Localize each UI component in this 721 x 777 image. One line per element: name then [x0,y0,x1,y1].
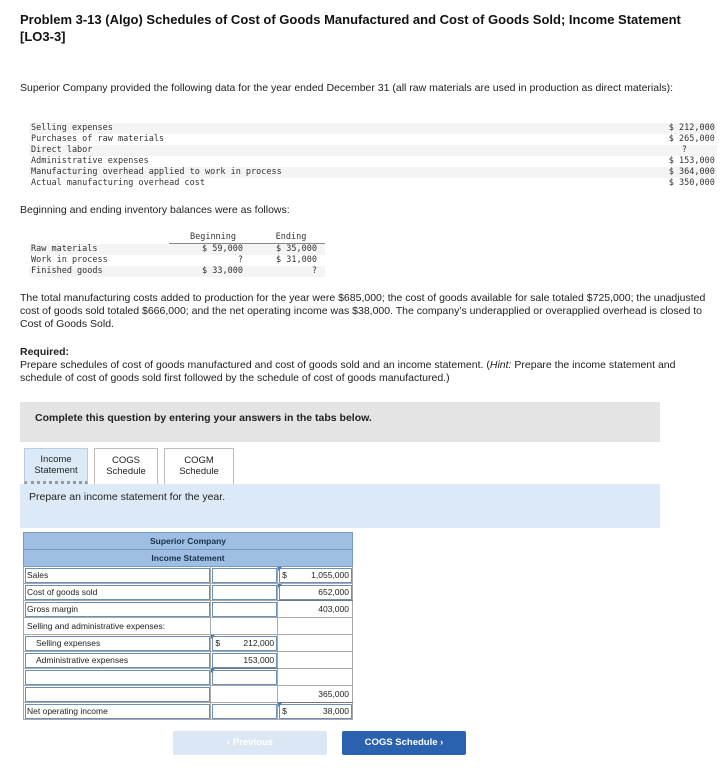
tab-label-line1: Income [40,453,72,465]
table-row [24,703,353,720]
tab-label-line2: Schedule [106,466,146,477]
net-income-label-field[interactable]: Net operating income [24,703,211,720]
selling-amount2 [278,635,353,652]
gross-margin-amount [278,601,353,618]
total-sga-amount [278,686,353,703]
tab-label-line1: COGS [112,455,140,466]
blank-amount2 [278,669,353,686]
row-label: Purchases of raw materials [31,134,165,144]
table-row [29,266,325,277]
net-amount1-field[interactable] [211,703,278,720]
given-data-table [29,123,717,189]
hint-label: Hint: [489,359,512,371]
statement-header-row [24,550,353,567]
row-label: Work in process [31,255,108,265]
table-row [24,635,353,652]
table-row [24,652,353,669]
beginning-header: Beginning [169,232,257,244]
statement-header-row [24,533,353,550]
dollar-sign: $ [282,570,287,580]
table-row [24,686,353,703]
blank-label-field[interactable] [24,669,211,686]
tab-label-line1: COGM [184,455,214,466]
gross-amount1-field[interactable] [211,601,278,618]
table-row [29,178,717,189]
beginning-value: $ 59,000 [202,244,243,254]
problem-title: Problem 3-13 (Algo) Schedules of Cost of Goods Manufactured and Cost of Goods Sold; Income Statement [LO3-3] [20,12,681,44]
row-label: Raw materials [31,243,98,254]
next-cogs-schedule-button[interactable]: COGS Schedule › [342,731,466,755]
inventory-intro: Beginning and ending inventory balances were as follows: [20,204,290,216]
intro-text: Superior Company provided the following data for the year ended December 31 (all raw materials are used in production as direct materials): [20,82,674,94]
flag-icon [278,584,282,588]
row-label: Selling expenses [31,123,113,133]
ending-value: ? [311,266,317,276]
row-value: $ 212,000 [668,123,715,133]
table-row [29,134,717,145]
sales-amount1-field[interactable] [211,567,278,584]
totals-paragraph: The total manufacturing costs added to production for the year were $685,000; the cost of goods available for sale totaled $725,000; the unadjusted cost of goods sold totaled $666,000; and the net operating income was $38,000. The company’s underapplied or overapplied overhead is closed to Cost of Goods Sold. [20,292,706,330]
beginning-value: $ 33,000 [202,266,243,276]
sales-label-field[interactable]: Sales [24,567,211,584]
table-row [24,601,353,618]
gross-value: 403,000 [318,604,349,614]
income-statement-table [23,532,353,720]
row-label: Direct labor [31,145,93,155]
selling-value: 212,000 [243,638,275,648]
sales-value: 1,055,000 [311,570,349,580]
ending-value: $ 31,000 [276,255,317,265]
inventory-table [29,232,325,277]
cogs-amount-field[interactable] [278,584,353,601]
row-value: $ 350,000 [668,178,715,188]
sga-amount1 [211,618,278,635]
cogs-amount1-field[interactable] [211,584,278,601]
table-row [29,244,325,256]
ending-value: $ 35,000 [276,244,317,254]
row-label: Administrative expenses [31,156,149,166]
net-income-amount-field[interactable] [278,703,353,720]
required-text-start: Prepare schedules of cost of goods manufactured and cost of goods sold and an income statement. ( [20,359,490,371]
ending-header: Ending [257,232,325,244]
table-row [29,156,717,167]
table-row [24,669,353,686]
row-value: $ 364,000 [668,167,715,177]
table-row [29,145,717,156]
cogs-label-field[interactable]: Cost of goods sold [24,584,211,601]
previous-button[interactable]: ‹ Previous [173,731,327,755]
company-name: Superior Company [24,533,353,550]
total-sga-amount1 [211,686,278,703]
sga-label: Selling and administrative expenses: [24,618,211,635]
total-sga-value: 365,000 [318,689,349,699]
row-label: Actual manufacturing overhead cost [31,178,205,188]
tab-label-line2: Schedule [179,466,219,477]
blank-label-field[interactable] [24,686,211,703]
row-value: $ 265,000 [668,134,715,144]
row-label: Finished goods [31,266,103,276]
instructions-bar: Complete this question by entering your answers in the tabs below. [20,402,660,442]
selling-expenses-label-field[interactable]: Selling expenses [24,635,211,652]
panel-instruction: Prepare an income statement for the year. [29,491,226,503]
answer-tabs [24,448,240,484]
dollar-sign: $ [215,638,221,648]
tab-panel [20,484,660,528]
selling-expenses-amount-field[interactable] [211,635,278,652]
table-row [24,567,353,584]
required-heading: Required: [20,346,70,358]
beginning-value: ? [237,255,243,265]
row-label: Manufacturing overhead applied to work in process [31,167,282,177]
tab-cogm-schedule[interactable] [164,448,234,484]
sga-amount2 [278,618,353,635]
gross-margin-label-field[interactable]: Gross margin [24,601,211,618]
tab-cogs-schedule[interactable] [94,448,158,484]
admin-expenses-amount-field[interactable] [211,652,278,669]
required-text-end: Prepare the income statement and schedule of cost of goods sold first followed by the schedule of cost of goods manufactured.) [20,359,676,384]
table-row [29,255,325,266]
blank-amount1-field[interactable] [211,669,278,686]
table-row [24,584,353,601]
blank-header [29,232,169,244]
cogs-value: 652,000 [318,587,349,597]
statement-name: Income Statement [24,550,353,567]
admin-amount2 [278,652,353,669]
row-value: ? [681,145,687,155]
tab-label-line2: Statement [34,464,78,476]
required-body [20,359,710,385]
table-row [29,167,717,178]
sales-amount-field[interactable] [278,567,353,584]
admin-value: 153,000 [243,655,275,665]
table-row [24,618,353,635]
flag-icon [211,669,215,673]
admin-expenses-label-field[interactable]: Administrative expenses [24,652,211,669]
row-value: $ 153,000 [668,156,715,166]
table-row [29,123,717,134]
net-value: 38,000 [323,706,349,716]
tab-income-statement[interactable] [24,448,88,484]
dollar-sign: $ [282,706,287,716]
